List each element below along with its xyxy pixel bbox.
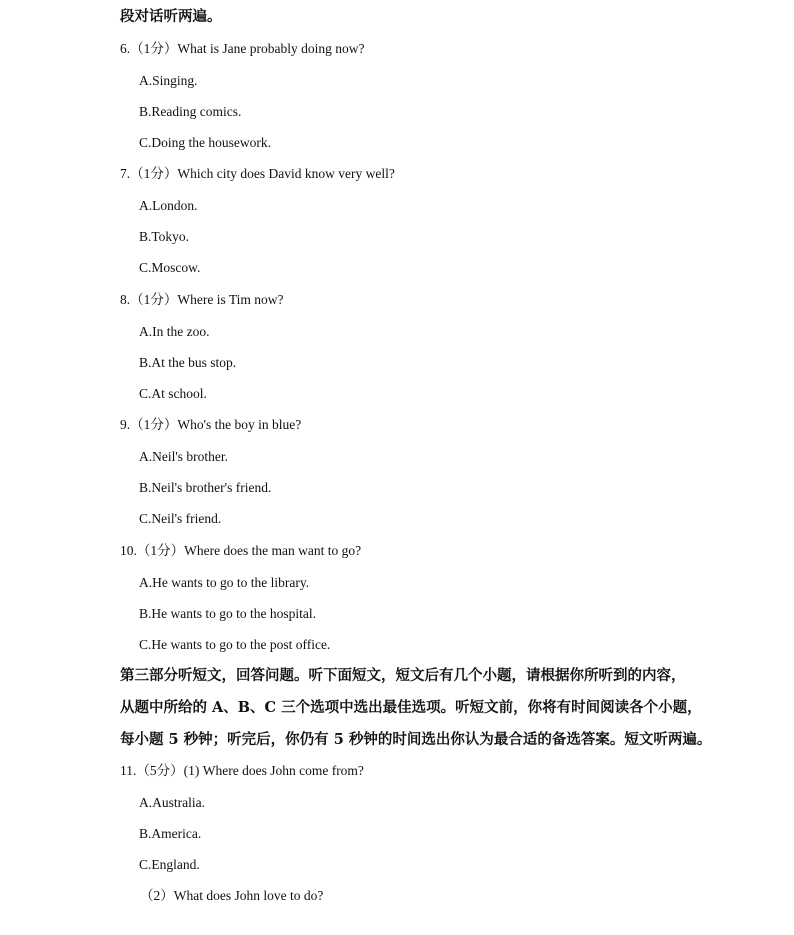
option-10a: A.He wants to go to the library. bbox=[139, 575, 310, 590]
option-11a: A.Australia. bbox=[139, 795, 205, 810]
option-6c: C.Doing the housework. bbox=[139, 135, 271, 150]
section3-line-1: 第三部分听短文，回答问题。听下面短文，短文后有几个小题，请根据你所听到的内容， bbox=[120, 667, 686, 684]
option-9a: A.Neil's brother. bbox=[139, 449, 229, 464]
option-10c: C.He wants to go to the post office. bbox=[139, 637, 331, 652]
question-11: 11.（5分）(1) Where does John come from? bbox=[120, 763, 364, 778]
section2-intro-tail: 段对话听两遍。 bbox=[120, 8, 222, 25]
question-7: 7.（1分）Which city does David know very well? bbox=[120, 166, 395, 181]
option-8a: A.In the zoo. bbox=[139, 324, 210, 339]
option-8b: B.At the bus stop. bbox=[139, 355, 237, 370]
option-9b: B.Neil's brother's friend. bbox=[139, 480, 272, 495]
question-8: 8.（1分）Where is Tim now? bbox=[120, 292, 284, 307]
question-9: 9.（1分）Who's the boy in blue? bbox=[120, 417, 302, 432]
option-6b: B.Reading comics. bbox=[139, 104, 242, 119]
option-7b: B.Tokyo. bbox=[139, 229, 190, 244]
option-10b: B.He wants to go to the hospital. bbox=[139, 606, 316, 621]
question-11-sub-2: （2）What does John love to do? bbox=[140, 888, 324, 903]
option-7c: C.Moscow. bbox=[139, 260, 201, 275]
option-11b: B.America. bbox=[139, 826, 202, 841]
question-6: 6.（1分）What is Jane probably doing now? bbox=[120, 41, 365, 56]
option-9c: C.Neil's friend. bbox=[139, 511, 222, 526]
option-8c: C.At school. bbox=[139, 386, 207, 401]
section3-line-2: 从题中所给的 A、B、C 三个选项中选出最佳选项。听短文前，你将有时间阅读各个小题， bbox=[120, 699, 702, 716]
option-11c: C.England. bbox=[139, 857, 200, 872]
option-7a: A.London. bbox=[139, 198, 198, 213]
section3-line-3: 每小题 5 秒钟；听完后，你仍有 5 秒钟的时间选出你认为最合适的备选答案。短文听两遍。 bbox=[120, 731, 712, 748]
question-10: 10.（1分）Where does the man want to go? bbox=[120, 543, 362, 558]
option-6a: A.Singing. bbox=[139, 73, 198, 88]
